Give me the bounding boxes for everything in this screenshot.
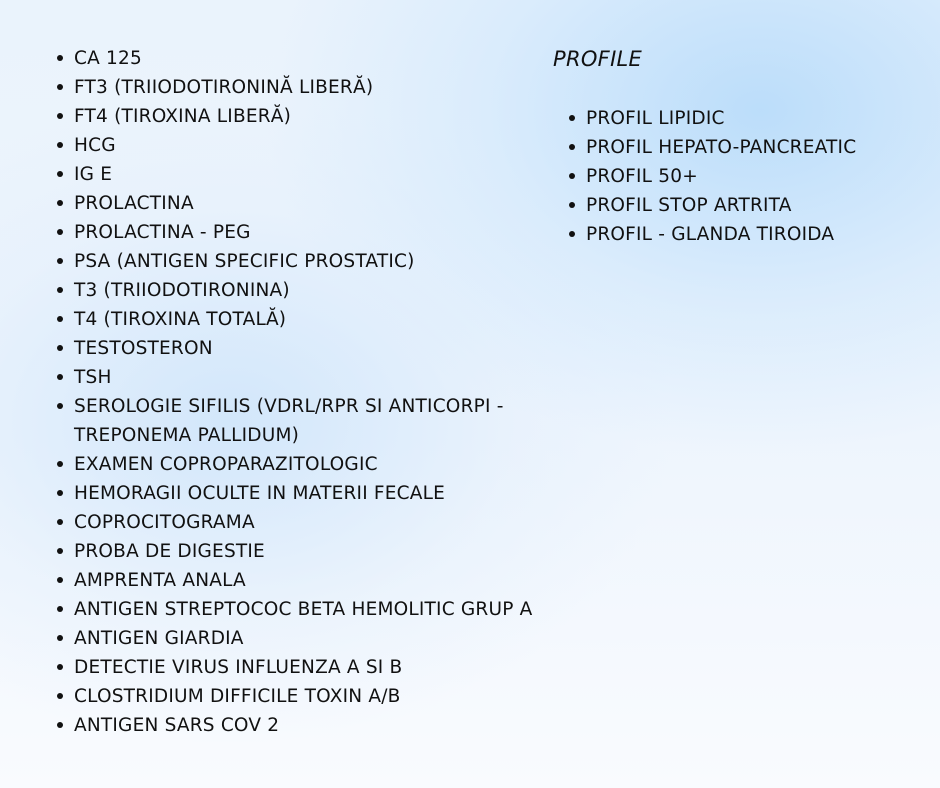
list-item [74,392,544,450]
bullet-icon [57,606,63,612]
bullet-icon [569,144,575,150]
test-label: FT4 (TIROXINA LIBERĂ) [74,106,292,127]
list-item [74,682,594,711]
bullet-icon [57,171,63,177]
test-label: COPROCITOGRAMA [74,512,255,533]
test-label: ANTIGEN STREPTOCOC BETA HEMOLITIC GRUP A [74,599,533,620]
profile-label: PROFIL HEPATO-PANCREATIC [586,137,857,158]
test-label: PSA (ANTIGEN SPECIFIC PROSTATIC) [74,251,415,272]
bullet-icon [57,635,63,641]
test-label: PROLACTINA - PEG [74,222,251,243]
bullet-icon [57,664,63,670]
test-label: EXAMEN COPROPARAZITOLOGIC [74,454,378,475]
list-item [74,160,594,189]
bullet-icon [57,113,63,119]
bullet-icon [57,55,63,61]
bullet-icon [57,577,63,583]
test-label: HEMORAGII OCULTE IN MATERII FECALE [74,483,446,504]
bullet-icon [57,403,63,409]
test-label: CA 125 [74,48,142,69]
list-item [74,653,594,682]
bullet-icon [569,202,575,208]
list-item [74,624,594,653]
list-item [74,479,594,508]
list-item [74,305,594,334]
profile-label: PROFIL LIPIDIC [586,108,725,129]
profile-label: PROFIL 50+ [586,166,698,187]
bullet-icon [57,722,63,728]
bullet-icon [57,200,63,206]
bullet-icon [569,115,575,121]
bullet-icon [57,548,63,554]
bullet-icon [57,490,63,496]
bullet-icon [57,84,63,90]
list-item [74,595,594,624]
list-item [586,220,926,249]
list-item [586,104,926,133]
test-label: PROBA DE DIGESTIE [74,541,265,562]
bullet-icon [57,229,63,235]
list-item [74,537,594,566]
list-item [74,566,594,595]
bullet-icon [57,345,63,351]
test-label: FT3 (TRIIODOTIRONINĂ LIBERĂ) [74,77,374,98]
profile-label: PROFIL - GLANDA TIROIDA [586,224,835,245]
bullet-icon [57,316,63,322]
test-label: ANTIGEN GIARDIA [74,628,244,649]
list-item [74,334,594,363]
test-label: SEROLOGIE SIFILIS (VDRL/RPR SI ANTICORPI -TREPONEMA PALLIDUM) [74,396,504,446]
list-item [74,102,594,131]
list-item [74,44,594,73]
list-item [74,131,594,160]
test-label: PROLACTINA [74,193,194,214]
bullet-icon [57,142,63,148]
bullet-icon [569,231,575,237]
list-item [74,276,594,305]
test-label: TSH [74,367,112,388]
profiles-heading: PROFILE [553,47,643,71]
bullet-icon [57,693,63,699]
test-label: ANTIGEN SARS COV 2 [74,715,280,736]
test-label: T4 (TIROXINA TOTALĂ) [74,309,287,330]
test-label: IG E [74,164,113,185]
list-item [586,162,926,191]
test-label: AMPRENTA ANALA [74,570,246,591]
list-item [74,711,594,740]
list-item [74,450,594,479]
list-item [74,508,594,537]
test-label: TESTOSTERON [74,338,213,359]
bullet-icon [57,287,63,293]
test-label: HCG [74,135,116,156]
list-item [586,133,926,162]
list-item [74,247,594,276]
bullet-icon [57,374,63,380]
profiles-list [586,104,926,249]
test-label: T3 (TRIIODOTIRONINA) [74,280,290,301]
list-item [74,73,594,102]
bullet-icon [57,258,63,264]
tests-list [74,44,594,740]
list-item [74,363,594,392]
profile-label: PROFIL STOP ARTRITA [586,195,792,216]
bullet-icon [569,173,575,179]
bullet-icon [57,461,63,467]
bullet-icon [57,519,63,525]
list-item [74,218,594,247]
test-label: DETECTIE VIRUS INFLUENZA A SI B [74,657,403,678]
list-item [74,189,594,218]
list-item [586,191,926,220]
test-label: CLOSTRIDIUM DIFFICILE TOXIN A/B [74,686,401,707]
